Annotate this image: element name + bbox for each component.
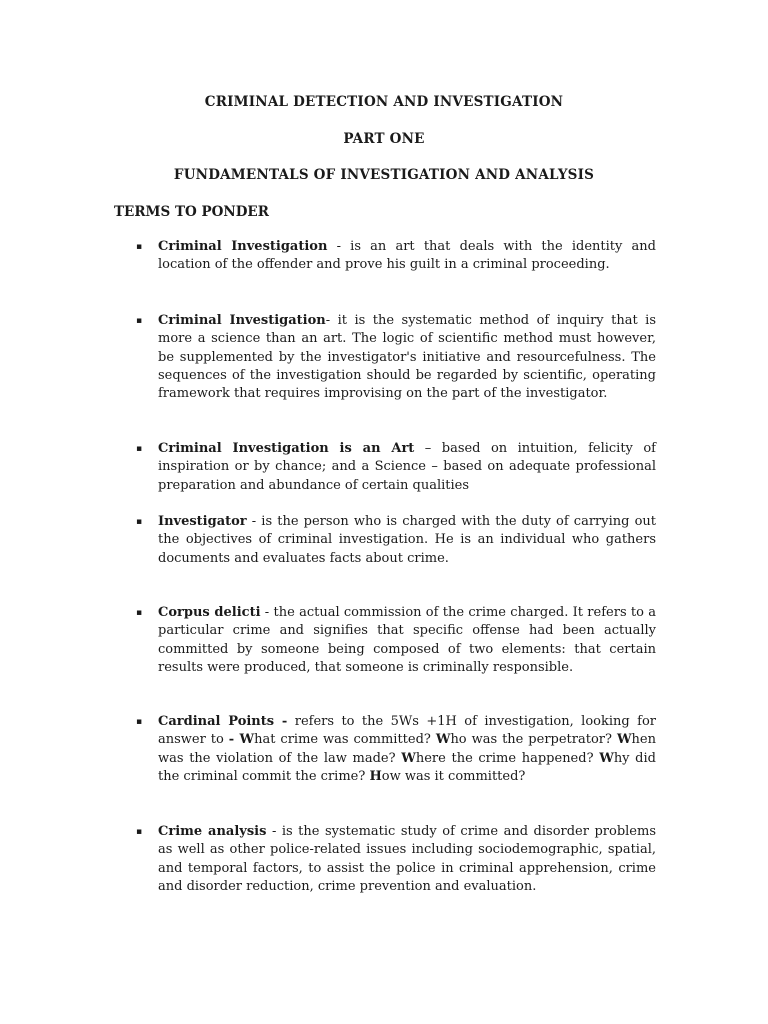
bullet-icon: ▪ xyxy=(136,444,143,454)
term-label: Cardinal Points - xyxy=(158,714,288,729)
term-label: Criminal Investigation xyxy=(158,239,328,254)
term-definition-part: hen was the violation of the law made? xyxy=(158,732,656,766)
term-definition: - is the person who is charged with the duty of carrying out the objectives of criminal investigation. He is an individual who gathers documents and evaluates facts about crime. xyxy=(158,514,656,566)
list-item xyxy=(136,312,656,403)
section-heading: TERMS TO PONDER xyxy=(114,204,269,220)
term-label: Criminal Investigation xyxy=(158,313,326,328)
list-item xyxy=(136,823,656,896)
bullet-icon: ▪ xyxy=(136,242,143,252)
list-item xyxy=(136,604,656,677)
list-item xyxy=(136,440,656,495)
bullet-icon: ▪ xyxy=(136,316,143,326)
question-letter: W xyxy=(599,750,614,766)
question-letter: H xyxy=(369,768,382,784)
part-heading: PART ONE xyxy=(343,131,425,147)
term-definition: - the actual commission of the crime charged. It refers to a particular crime and signifies that specific offense had been actually committed by someone being composed of two elements: that certain results were produced, that someone is criminally responsible. xyxy=(158,605,656,675)
term-definition: - it is the systematic method of inquiry that is more a science than an art. The logic of scientific method must however, be supplemented by the investigator's initiative and resourcefulness. The sequences of the investigation should be regarded by scientific, operating framework that requires improvising on the part of the investigator. xyxy=(158,313,656,402)
term-definition-part: hat crime was committed? xyxy=(254,732,436,748)
term-definition-part: hy did the criminal commit the crime? xyxy=(158,750,656,784)
term-definition-part: refers to the 5Ws +1H of investigation, looking for answer to xyxy=(158,714,656,748)
term-label: Corpus delicti xyxy=(158,605,261,620)
list-item xyxy=(136,713,656,786)
bullet-icon: ▪ xyxy=(136,717,143,727)
term-definition-part: here the crime happened? xyxy=(415,750,600,766)
term-label: Criminal Investigation is an Art xyxy=(158,441,415,456)
question-letter: W xyxy=(401,750,416,766)
term-definition-part: ho was the perpetrator? xyxy=(450,732,617,748)
term-definition: – based on intuition, felicity of inspiration or by chance; and a Science – based on adequate professional preparation and abundance of certain qualities xyxy=(158,441,656,493)
list-item xyxy=(136,238,656,275)
bullet-icon: ▪ xyxy=(136,517,143,527)
document-subtitle: FUNDAMENTALS OF INVESTIGATION AND ANALYSIS xyxy=(173,167,595,183)
question-letter: W xyxy=(435,732,451,748)
question-letter: W xyxy=(616,732,632,748)
term-label: Crime analysis xyxy=(158,824,267,839)
bullet-icon: ▪ xyxy=(136,827,143,837)
list-item xyxy=(136,513,656,568)
bullet-icon: ▪ xyxy=(136,608,143,618)
document-title: CRIMINAL DETECTION AND INVESTIGATION xyxy=(204,94,564,110)
term-definition: - is an art that deals with the identity and location of the offender and prove his guilt in a criminal proceeding. xyxy=(158,239,656,273)
term-definition-part: ow was it committed? xyxy=(381,768,526,784)
question-letter: - W xyxy=(228,732,255,748)
term-label: Investigator xyxy=(158,514,247,529)
term-definition: - is the systematic study of crime and disorder problems as well as other police-related issues including sociodemographic, spatial, and temporal factors, to assist the police in criminal apprehension, crime and disorder reduction, crime prevention and evaluation. xyxy=(158,824,656,894)
